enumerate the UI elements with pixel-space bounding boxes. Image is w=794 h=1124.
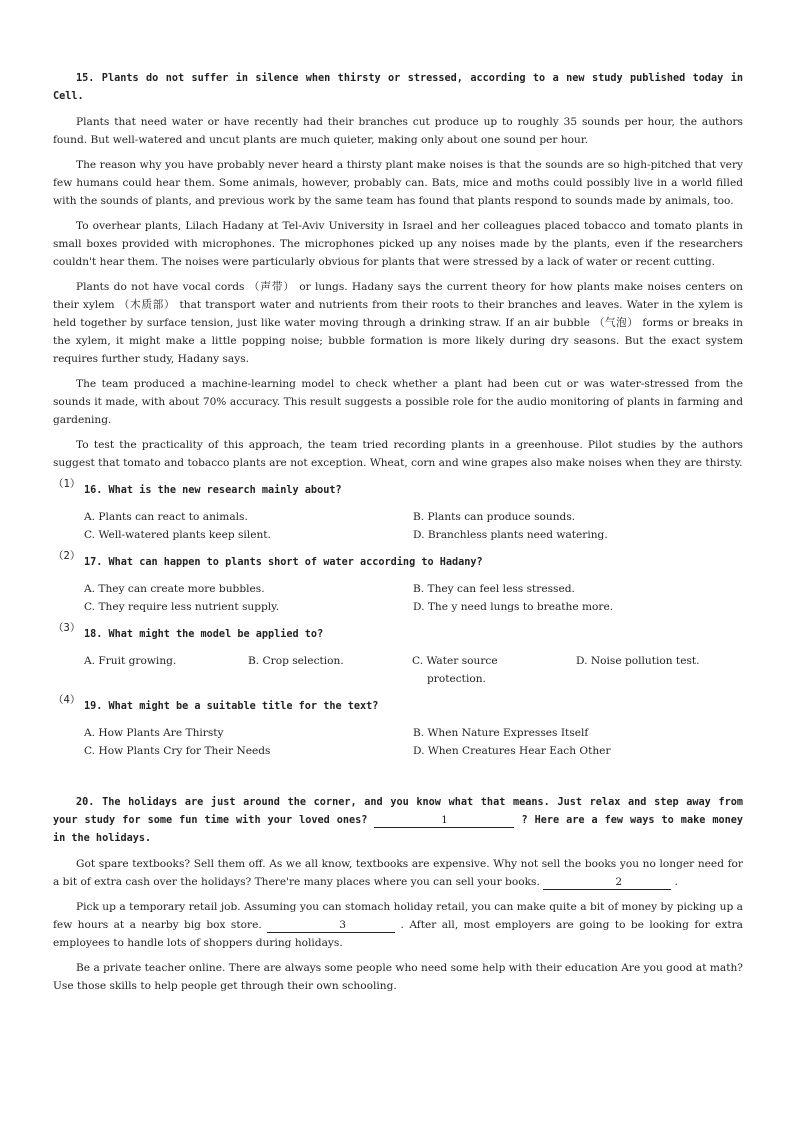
q15-paragraph-4: Plants do not have vocal cords （声带） or lungs. Hadany says the current theory for how plants make noises centers on their xylem （木质部） that transport water and nutrients from their roots to their branches and leaves. Water in the xylem is held together by surface tension, just like water moving through a drinking straw. If an air bubble （气泡） forms or breaks in the xylem, it might make a little popping noise; bubble formation is more likely during dry seasons. But the exact system requires further study, Hadany says. — [53, 281, 743, 365]
option-c[interactable]: C. Water source — [412, 655, 498, 667]
q20-paragraph-2 — [53, 898, 743, 952]
option-b[interactable]: B. Crop selection. — [248, 655, 344, 667]
option-a[interactable]: A. Fruit growing. — [84, 655, 177, 667]
option-d[interactable]: D. The y need lungs to breathe more. — [413, 601, 614, 613]
question-stem: 17. What can happen to plants short of water according to Hadany? — [84, 557, 483, 568]
question-stem: 19. What might be a suitable title for the text? — [84, 701, 379, 712]
option-a[interactable]: A. They can create more bubbles. — [84, 583, 265, 595]
sub-question-index: （4） — [53, 694, 81, 706]
sub-question-index: （3） — [53, 622, 81, 634]
option-d[interactable]: D. When Creatures Hear Each Other — [413, 745, 611, 757]
q20-paragraph-1-tail: . — [674, 876, 678, 888]
q20-paragraph-1-text: Got spare textbooks? Sell them off. As we all know, textbooks are expensive. Why not sell the books you no longer need for a bit of extra cash over the holidays? There're many places where you can sell your books. — [53, 858, 743, 888]
question-15-heading — [53, 70, 743, 106]
q15-paragraph-2: The reason why you have probably never heard a thirsty plant make noises is that the sounds are so high-pitched that very few humans could hear them. Some animals, however, probably can. Bats, mice and moths could possibly live in a world filled with the sounds of plants, and previous work by the same team has found that plants respond to sounds made by animals, too. — [53, 159, 743, 207]
sub-question-index: （1） — [53, 478, 81, 490]
sub-question-18 — [53, 622, 743, 644]
q15-paragraph-1: Plants that need water or have recently had their branches cut produce up to roughly 35 sounds per hour, the authors found. But well-watered and uncut plants are much quieter, making only about one sound per hour. — [53, 116, 743, 146]
question-stem: 16. What is the new research mainly about? — [84, 485, 342, 496]
q20-paragraph-2-text: Pick up a temporary retail job. Assuming you can stomach holiday retail, you can make quite a bit of money by picking up a few hours at a nearby big box store. — [53, 901, 743, 931]
q20-paragraph-1 — [53, 855, 743, 891]
options-17 — [84, 580, 743, 616]
option-b[interactable]: B. Plants can produce sounds. — [413, 511, 576, 523]
q20-paragraph-2-tail: . After all, most employers are going to be looking for extra employees to handle lots of shoppers during holidays. — [53, 919, 743, 949]
sub-question-19 — [53, 694, 743, 716]
option-d[interactable]: D. Branchless plants need watering. — [413, 529, 608, 541]
option-b[interactable]: B. They can feel less stressed. — [413, 583, 575, 595]
blank-3[interactable]: 3 — [267, 919, 395, 933]
option-c[interactable]: C. They require less nutrient supply. — [84, 601, 280, 613]
option-a[interactable]: A. How Plants Are Thirsty — [84, 727, 224, 739]
option-c[interactable]: C. Well-watered plants keep silent. — [84, 529, 271, 541]
option-c[interactable]: C. How Plants Cry for Their Needs — [84, 745, 271, 757]
question-20-heading — [53, 794, 743, 848]
document-page — [53, 70, 743, 1002]
question-20-heading-text: 20. The holidays are just around the corner, and you know what that means. Just relax and step away from your study for some fun time with your loved ones? — [53, 797, 743, 826]
question-20-heading-tail: ? Here are a few ways to make money in the holidays. — [53, 815, 744, 844]
option-c-continued: protection. — [427, 673, 486, 685]
blank-2[interactable]: 2 — [543, 876, 671, 890]
question-15-heading-text: 15. Plants do not suffer in silence when thirsty or stressed, according to a new study published today in Cell. — [53, 73, 743, 102]
options-19 — [84, 724, 743, 760]
q20-paragraph-3: Be a private teacher online. There are always some people who need some help with their education Are you good at math? Use those skills to help people get through their own schooling. — [53, 962, 743, 992]
sub-question-index: （2） — [53, 550, 81, 562]
q15-paragraph-3: To overhear plants, Lilach Hadany at Tel-Aviv University in Israel and her colleagues placed tobacco and tomato plants in small boxes provided with microphones. The microphones picked up any noises made by the plants, even if the researchers couldn't hear them. The noises were particularly obvious for plants that were stressed by a lack of water or recent cutting. — [53, 220, 743, 268]
options-18 — [84, 652, 743, 688]
blank-1[interactable]: 1 — [374, 814, 514, 828]
q15-paragraph-6: To test the practicality of this approach, the team tried recording plants in a greenhouse. Pilot studies by the authors suggest that tomato and tobacco plants are not exception. Wheat, corn and wine grapes also make noises when they are thirsty. — [53, 439, 743, 469]
option-b[interactable]: B. When Nature Expresses Itself — [413, 727, 589, 739]
option-a[interactable]: A. Plants can react to animals. — [84, 511, 248, 523]
options-16 — [84, 508, 743, 544]
option-d[interactable]: D. Noise pollution test. — [576, 655, 700, 667]
sub-question-16 — [53, 478, 743, 500]
q15-paragraph-5: The team produced a machine-learning model to check whether a plant had been cut or was water-stressed from the sounds it made, with about 70% accuracy. This result suggests a possible role for the audio monitoring of plants in farming and gardening. — [53, 378, 743, 426]
question-stem: 18. What might the model be applied to? — [84, 629, 324, 640]
sub-question-17 — [53, 550, 743, 572]
